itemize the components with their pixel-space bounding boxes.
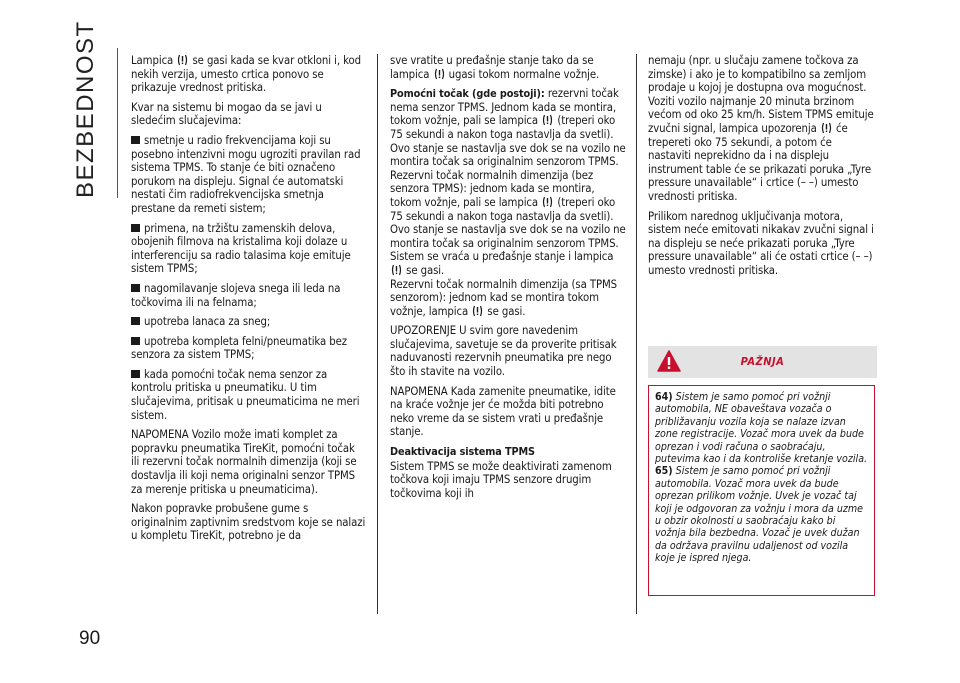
note-paragraph: NAPOMENA Kada zamenite pneumatike, idite na kraće vožnje jer će možda biti potrebno neko vreme da se sistem vrati u prеđašnje stanje. <box>390 384 616 439</box>
column-1 <box>131 54 366 549</box>
text: Lampica <box>131 54 174 67</box>
paragraph: Rezervni točak normalnih dimenzija (bez senzora TPMS): jednom kada se montira, tokom vožnje, pali se lampica (treperi oko 75 sekundi a nakon toga nastavlja da svetli). Ovo stanje se nastavlja sve dok se na vozilo ne montira točak sa originalnim senzorom TPMS. Sistem se vraća u prеđašnje stanje i lampica se gasi. <box>390 168 626 277</box>
text: se gasi kada se kvar otkloni i, kod nekih verzija, umesto crtica ponovo se prikazuje vrednost pritiska. <box>131 54 361 95</box>
bullet-square-icon <box>131 317 140 325</box>
tpms-warning-icon <box>542 196 553 208</box>
list-item: primena, na tržištu zamenskih delova, obojenih filmova na kristalima koji dolaze u interferenciju sa radio talasima koje emituje sistem TPMS; <box>131 221 351 276</box>
note-paragraph: NAPOMENA Vozilo može imati komplet za popravku pneumatika TireKit, pomoćni točak ili rezervni točak normalnih dimenzija (koji se dostavlja ili koji nema originalni senzor TPMS za merenje pritiska u pneumaticima). <box>131 428 357 496</box>
subheading: Pomoćni točak (gde postoji): <box>390 87 545 101</box>
paragraph <box>131 54 366 95</box>
warning-box <box>648 385 875 596</box>
warning-item: 65) Sistem je samo pomoć pri vožnji automobila. Vozač mora uvek da bude oprezan prilikom vožnje. Uvek je vozač taj koji je odgovoran za vožnju i mora da uzme u obzir okolnosti u saobraćaju kako bi vožnja bila bezbedna. Vozač je uvek dužan da održava pravilnu udaljenost od vozila koje je ispred njega. <box>655 465 864 565</box>
paragraph: Pomoćni točak (gde postoji): rezervni točak nema senzor TPMS. Jednom kada se montira, tokom vožnje, pali se lampica (treperi oko 75 sekundi a nakon toga nastavlja da svetli). Ovo stanje se nastavlja sve dok se na vozilo ne montira točak sa originalnim senzorom TPMS. <box>390 87 626 169</box>
paragraph: Nakon popravke probušene gume s originalnim zaptivnim sredstvom koje se nalazi u kompletu TireKit, potrebno je da <box>131 502 366 543</box>
paragraph: Prilikom narednog uključivanja motora, sistem neće emitovati nikakav zvučni signal i na displeju se neće prikazati poruka „Tyre pressure unavailable“ ali će ostati crtice (– –) umesto vrednosti pritiska. <box>648 209 874 277</box>
list-item: nagomilavanje slojeva snega ili leda na točkovima ili na felnama; <box>131 281 341 309</box>
section-title: BEZBEDNOST <box>72 20 99 198</box>
page-number: 90 <box>79 628 101 649</box>
column-divider <box>636 54 637 614</box>
bullet-square-icon <box>131 337 140 345</box>
list-item: upotreba lanaca za sneg; <box>131 315 366 329</box>
warning-header <box>648 346 877 378</box>
column-2 <box>390 54 627 506</box>
bullet-square-icon <box>131 284 140 292</box>
list-item: upotreba kompleta felni/pneumatika bez senzora za sistem TPMS; <box>131 334 348 362</box>
tpms-warning-icon <box>177 54 188 66</box>
paragraph: Rezervni točak normalnih dimenzija (sa TPMS senzorom): jednom kad se montira tokom vožnje, lampica se gasi. <box>390 277 618 318</box>
bullet-square-icon <box>131 370 140 378</box>
subheading: Deaktivacija sistema TPMS <box>390 445 535 459</box>
list-item: smetnje u radio frekvencijama koji su posebno intenzivni mogu ugroziti pravilan rad sistema TPMS. To stanje će biti označeno porukom na displeju. Signal će automatski nestati čim radiofrekvencijska smetnja prestane da remeti sistem; <box>131 133 361 215</box>
warning-item-number: 65) <box>655 465 673 478</box>
paragraph: nemaju (npr. u slučaju zamene točkova za zimske) i ako je to kompatibilno sa zemljom prodaje u kojoj je dostupna ova mogućnost. Voziti vozilo najmanje 20 minuta brzinom većom od oko 25 km/h. Sistem TPMS emituje zvučni signal, lampica upozorenja će trepereti oko 75 sekundi, a potom će nastaviti neprekidno da i na displeju instrument table će se prikazati poruka „Tyre pressure unavailable“ i crtice (– –) umesto vrednosti pritiska. <box>648 54 874 203</box>
bullet-square-icon <box>131 224 140 232</box>
paragraph: Sistem TPMS se može deaktivirati zamenom točkova koji imaju TPMS senzore drugim točkovima koji ih <box>390 459 612 500</box>
column-3 <box>648 54 877 284</box>
tpms-warning-icon <box>434 68 445 80</box>
bullet-square-icon <box>131 136 140 144</box>
tpms-warning-icon <box>821 122 832 134</box>
tpms-warning-icon <box>472 305 483 317</box>
warning-title: PAŽNJA <box>740 355 785 368</box>
section-rule <box>117 48 118 198</box>
warning-paragraph: UPOZORENJE U svim gore navedenim slučajevima, savetuje se da proverite pritisak naduvanosti rezervnih pneumatika pre nego što ih stavite na vozilo. <box>390 324 617 379</box>
paragraph: Kvar na sistemu bi mogao da se javi u sledećim slučajevima: <box>131 100 322 128</box>
warning-item-number: 64) <box>655 391 673 403</box>
tpms-warning-icon <box>391 264 402 276</box>
tpms-warning-icon <box>542 114 553 126</box>
column-divider <box>377 54 378 614</box>
warning-item: 64) Sistem je samo pomoć pri vožnji automobila, NE obavеštava vozača o približavanju vozila koja se nalaze izvan zone registracije. Vozač mora uvek da bude oprezan i vodi računa o saobraćaju, putevima kao i da kontroliše kretanje vozila. <box>655 391 868 466</box>
paragraph: sve vratite u prеđašnje stanje tako da se lampica ugasi tokom normalne vožnje. <box>390 54 600 81</box>
list-item: kada pomoćni točak nema senzor za kontrolu pritiska u pneumatiku. U tim slučajevima, pritisak u pneumaticima ne meri sistem. <box>131 367 360 422</box>
